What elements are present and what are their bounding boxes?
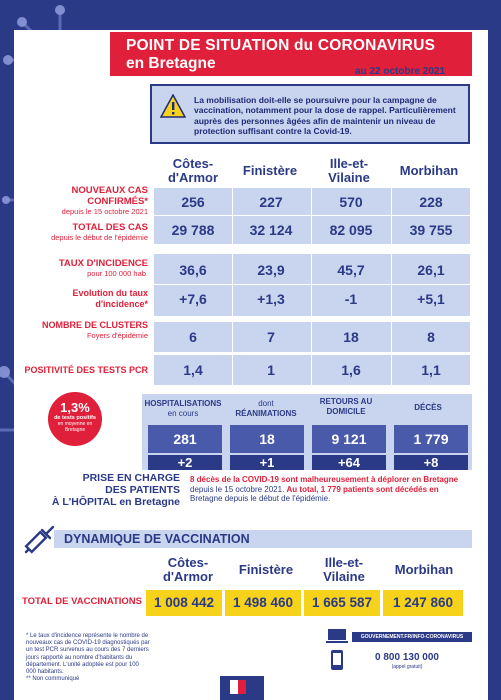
label-total-cases — [20, 222, 148, 242]
header-label: RETOURS AU — [319, 397, 373, 406]
label-new-cases — [20, 185, 148, 216]
hosp-value-hospitalisations: 281 — [148, 425, 222, 453]
syringe-icon — [22, 522, 56, 556]
hosp-value-reanimations: 18 — [230, 425, 304, 453]
label-text: POSITIVITÉ DES TESTS PCR — [24, 365, 148, 375]
label-subtext: depuis le début de l'épidémie — [51, 233, 148, 242]
clusters-cotes-darmor: 6 — [189, 329, 197, 345]
header-sublabel: en cours — [167, 408, 199, 418]
label-text: Evolution du taux d'incidence* — [72, 288, 148, 309]
label-incidence-evolution — [20, 288, 148, 310]
side-credit — [484, 300, 496, 580]
note-emphasis: Au total, 1 779 patients sont décédés en — [286, 484, 439, 494]
info-website-link[interactable]: GOUVERNEMENT.FR/INFO-CORONAVIRUS — [352, 632, 472, 642]
clusters-morbihan: 8 — [427, 329, 435, 345]
section-title-text: DYNAMIQUE DE VACCINATION — [64, 532, 250, 546]
header-label: RÉANIMATIONS — [235, 408, 297, 418]
clusters-ille-et-vilaine: 18 — [343, 329, 359, 345]
new-cases-ille-et-vilaine: 570 — [339, 194, 363, 210]
row-divider — [154, 215, 470, 216]
vaccination-section-title — [54, 530, 472, 548]
label-text: NOUVEAUX CAS CONFIRMÉS* — [71, 185, 148, 207]
dept-header-finistere: Finistère — [242, 163, 298, 178]
hosp-delta-reanimations: +1 — [230, 455, 304, 470]
note-text: Bretagne depuis le début de l'épidémie. — [190, 494, 331, 503]
dept-header-cotes-darmor: Côtes-d'Armor — [167, 156, 219, 185]
dept-header-ille-et-vilaine: Ille-et-Vilaine — [328, 156, 370, 185]
computer-icon — [326, 628, 348, 644]
warning-icon — [160, 94, 186, 118]
pcr-ille-et-vilaine: 1,6 — [341, 362, 361, 378]
column-divider — [311, 188, 312, 385]
new-cases-morbihan: 228 — [419, 194, 443, 210]
evolution-finistere: +1,3 — [257, 291, 285, 307]
hosp-value-retours: 9 121 — [312, 425, 386, 453]
average-positivity-badge — [48, 392, 102, 446]
evolution-cotes-darmor: +7,6 — [179, 291, 207, 307]
incidence-finistere: 23,9 — [257, 262, 285, 278]
header-label: DÉCÈS — [414, 403, 442, 412]
hosp-delta-deces: +8 — [394, 455, 468, 470]
label-text: TOTAL DES CAS — [72, 222, 148, 233]
total-cases-morbihan: 39 755 — [409, 222, 453, 238]
evolution-ille-et-vilaine: -1 — [344, 291, 358, 307]
header-sublabel: dont — [258, 399, 274, 408]
row-divider — [154, 284, 470, 285]
incidence-morbihan: 26,1 — [417, 262, 445, 278]
new-cases-finistere: 227 — [259, 194, 283, 210]
title-line: À L'HÔPITAL en Bretagne — [51, 496, 180, 508]
label-text: NOMBRE DE CLUSTERS — [41, 320, 148, 330]
title-line: PRISE EN CHARGE — [82, 472, 180, 484]
header-sublabel: DOMICILE — [326, 406, 366, 416]
header-label: HOSPITALISATIONS — [144, 399, 222, 408]
label-pcr-positivity — [20, 365, 148, 375]
column-divider — [232, 188, 233, 385]
vax-total-morbihan: 1 247 860 — [383, 590, 463, 616]
page-subtitle: en Bretagne — [126, 55, 216, 72]
label-text: TAUX D'INCIDENCE — [58, 258, 148, 269]
dept-header-morbihan: Morbihan — [399, 163, 459, 178]
phone-icon — [330, 650, 344, 670]
evolution-morbihan: +5,1 — [417, 291, 445, 307]
label-total-vaccinations: TOTAL DE VACCINATIONS — [22, 596, 142, 607]
vax-dept-morbihan: Morbihan — [394, 562, 454, 577]
footnote — [26, 633, 150, 683]
title-line: DES PATIENTS — [105, 484, 180, 496]
label-clusters — [20, 320, 148, 340]
label-subtext: depuis le 15 octobre 2021 — [61, 207, 148, 216]
hosp-header-hospitalisations — [144, 399, 222, 418]
vax-dept-cotes-darmor: Côtes-d'Armor — [162, 555, 214, 584]
hotline-number[interactable]: 0 800 130 000 — [375, 652, 439, 663]
total-cases-ille-et-vilaine: 82 095 — [329, 222, 373, 238]
badge-value: 1,3% — [60, 400, 90, 415]
report-date: au 22 octobre 2021 — [355, 66, 446, 77]
vax-total-finistere: 1 498 460 — [225, 590, 301, 616]
badge-label: de tests positifs — [54, 415, 96, 421]
note-text: depuis le 15 octobre 2021. — [190, 484, 285, 494]
hosp-delta-retours: +64 — [312, 455, 386, 470]
alert-message: La mobilisation doit-elle se poursuivre pour la campagne de vaccination, notamment pour la dose de rappel. Particulièrement auprès des personnes âgées afin de maintenir un niveau de protection suffisant contre la Covid-19. — [194, 95, 456, 136]
label-subtext: pour 100 000 hab. — [87, 269, 148, 278]
vax-total-ille-et-vilaine: 1 665 587 — [304, 590, 380, 616]
pcr-cotes-darmor: 1,4 — [183, 362, 203, 378]
vaccination-alert — [150, 84, 470, 144]
pcr-finistere: 1 — [267, 362, 275, 378]
clusters-finistere: 7 — [267, 329, 275, 345]
footnote-text: * Le taux d'incidence représente le nombre de nouveaux cas de COVID-19 diagnostiqués par un test PCR survenus au cours des 7 derniers jours rapporté au nombre d'habitants du département. L'unité adoptée est pour 100 000 habitants. — [26, 633, 150, 676]
label-incidence — [20, 258, 148, 278]
total-cases-finistere: 32 124 — [249, 222, 293, 238]
pcr-morbihan: 1,1 — [421, 362, 441, 378]
hosp-header-reanimations — [226, 399, 306, 418]
new-cases-cotes-darmor: 256 — [181, 194, 205, 210]
note-emphasis: 8 décès de la COVID-19 sont malheureusement à déplorer en Bretagne — [190, 475, 459, 484]
vax-total-cotes-darmor: 1 008 442 — [146, 590, 222, 616]
badge-sublabel: en moyenne en Bretagne — [57, 421, 93, 433]
hospital-care-title — [30, 472, 180, 508]
vax-dept-finistere: Finistère — [238, 562, 294, 577]
page-title: POINT DE SITUATION du CORONAVIRUS — [126, 37, 436, 54]
incidence-ille-et-vilaine: 45,7 — [337, 262, 365, 278]
republique-francaise-logo — [220, 676, 264, 700]
vax-dept-ille-et-vilaine: Ille-et-Vilaine — [323, 555, 365, 584]
deaths-note — [190, 475, 470, 504]
hosp-delta-hospitalisations: +2 — [148, 455, 222, 470]
credit-text: Données issues de l'ARS Bretagne et de l'Académie de Rennes - Création : Préfecture du Morbihan — [491, 313, 497, 553]
label-subtext: Foyers d'épidémie — [86, 331, 148, 340]
hotline-note: (appel gratuit) — [391, 664, 423, 670]
total-cases-cotes-darmor: 29 788 — [171, 222, 215, 238]
footnote-text: ** Non communiqué — [26, 676, 80, 683]
column-divider — [391, 188, 392, 385]
hosp-value-deces: 1 779 — [394, 425, 468, 453]
hosp-header-retours — [306, 397, 386, 416]
hosp-header-deces — [388, 403, 468, 413]
incidence-cotes-darmor: 36,6 — [179, 262, 207, 278]
